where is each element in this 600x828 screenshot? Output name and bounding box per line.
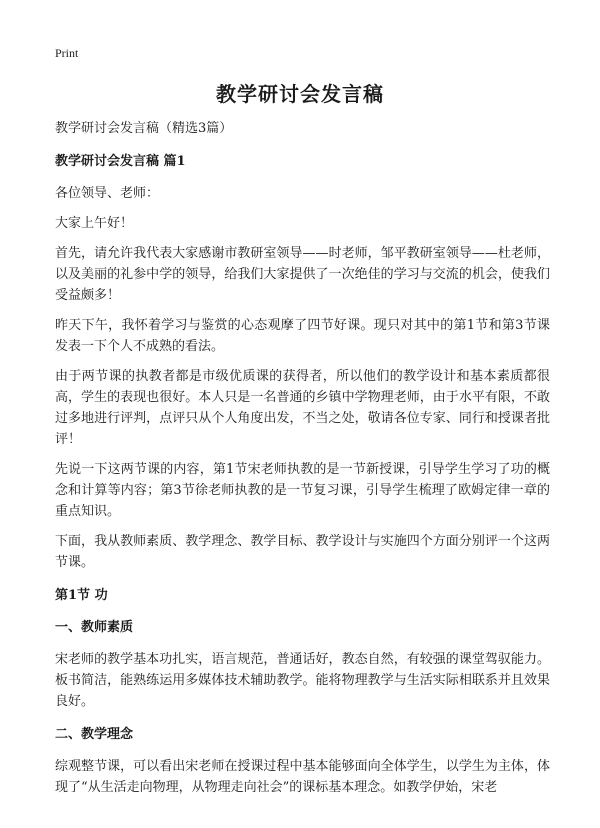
subsection-heading-1: 一、教师素质 — [55, 620, 134, 635]
document-body — [55, 118, 550, 807]
subsection-heading-2: 二、教学理念 — [55, 727, 134, 742]
subsection-text-2: 综观整节课，可以看出宋老师在授课过程中基本能够面向全体学生，以学生为主体，体现了“从生活走向物理，从物理走向社会”的课标基本理念。如教学伊始，宋老 — [55, 759, 550, 795]
paragraph-5: 下面，我从教师素质、教学理念、教学目标、教学设计与实施四个方面分别评一个这两节课。 — [55, 534, 550, 570]
section-heading: 教学研讨会发言稿 篇1 — [55, 154, 186, 169]
subsection-text-1: 宋老师的教学基本功扎实，语言规范，普通话好，教态自然，有较强的课堂驾驭能力。板书简洁，能熟练运用多媒体技术辅助教学。能将物理教学与生活实际相联系并且效果良好。 — [55, 652, 550, 709]
paragraph-1: 首先，请允许我代表大家感谢市教研室领导——时老师，邹平教研室领导——杜老师，以及美丽的礼参中学的领导，给我们大家提供了一次绝佳的学习与交流的机会，使我们受益颇多！ — [55, 246, 550, 303]
greeting: 各位领导、老师： — [55, 186, 160, 201]
salutation: 大家上午好！ — [55, 216, 134, 231]
lesson-heading: 第1节 功 — [55, 588, 108, 603]
document-title: 教学研讨会发言稿 — [216, 82, 384, 106]
paragraph-4: 先说一下这两节课的内容，第1节宋老师执教的是一节新授课，引导学生学习了功的概念和计算等内容；第3节徐老师执教的是一节复习课，引导学生梳理了欧姆定律一章的重点知识。 — [55, 462, 550, 519]
document-subtitle: 教学研讨会发言稿（精选3篇） — [55, 121, 233, 136]
paragraph-2: 昨天下午，我怀着学习与鉴赏的心态观摩了四节好课。现只对其中的第1节和第3节课发表一下个人不成熟的看法。 — [55, 318, 550, 354]
print-link[interactable]: Print — [55, 46, 79, 60]
paragraph-3: 由于两节课的执教者都是市级优质课的获得者，所以他们的教学设计和基本素质都很高，学生的表现也很好。本人只是一名普通的乡镇中学物理老师，由于水平有限，不敢过多地进行评判，点评只从个人角度出发，不当之处，敬请各位专家、同行和授课者批评！ — [55, 369, 550, 447]
